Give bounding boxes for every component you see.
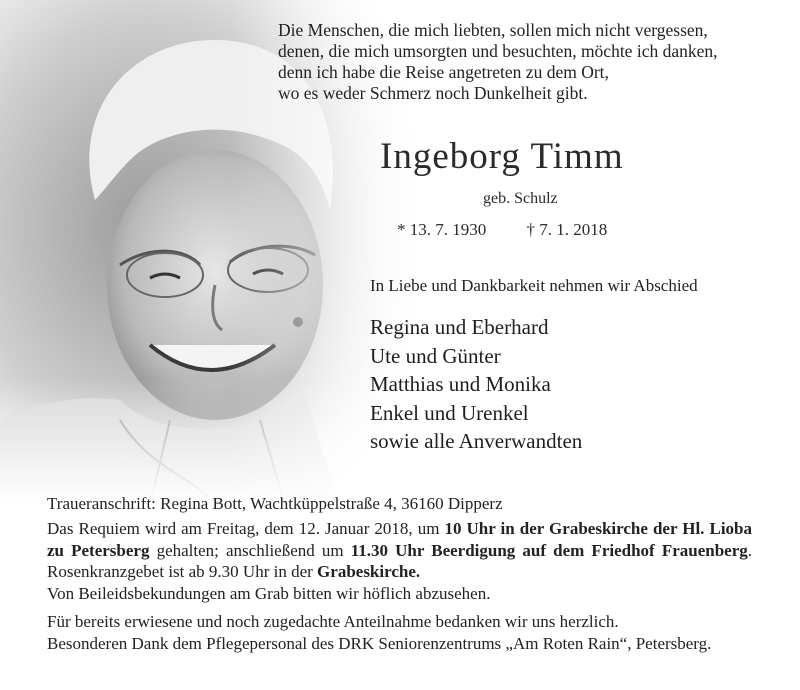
farewell-line: In Liebe und Dankbarkeit nehmen wir Abschied <box>370 276 698 295</box>
maiden-name: geb. Schulz <box>483 190 558 207</box>
closing-special-thanks: Besonderen Dank dem Pflegepersonal des DRK Seniorenzentrums „Am Roten Rain“, Petersberg. <box>47 633 712 653</box>
service-highlight: Grabeskirche. <box>317 562 421 581</box>
service-details <box>47 518 752 654</box>
poem-line: wo es weder Schmerz noch Dunkelheit gibt. <box>278 83 588 103</box>
poem-line: denen, die mich umsorgten und besuchten, möchte ich danken, <box>278 41 718 61</box>
deceased-name: Ingeborg Timm <box>380 136 624 177</box>
service-paragraph <box>47 518 752 583</box>
poem <box>278 20 788 104</box>
service-highlight: 11.30 Uhr Beerdigung auf dem Friedhof Frauenberg <box>350 540 748 560</box>
life-dates <box>397 220 657 240</box>
mourning-address: Traueranschrift: Regina Bott, Wachtküppelstraße 4, 36160 Dipperz <box>47 494 503 513</box>
family-member: Ute und Günter <box>370 343 501 368</box>
poem-line: denn ich habe die Reise angetreten zu dem Ort, <box>278 62 609 82</box>
family-member: sowie alle Anverwandten <box>370 429 583 453</box>
service-highlight: 10 Uhr in der Grabeskirche der Hl. Lioba zu Petersberg <box>47 519 752 560</box>
death-date: † 7. 1. 2018 <box>526 220 608 239</box>
poem-line: Die Menschen, die mich liebten, sollen mich nicht vergessen, <box>278 20 708 40</box>
service-text: . Rosenkranzgebet ist ab 9.30 Uhr in der <box>47 540 752 581</box>
family-member: Enkel und Urenkel <box>370 400 529 425</box>
family-member: Regina und Eberhard <box>370 315 549 339</box>
condolence-note: Von Beileidsbekundungen am Grab bitten wir höflich abzusehen. <box>47 583 491 603</box>
service-text: Das Requiem wird am Freitag, dem 12. Januar 2018, um <box>47 519 445 538</box>
family-list <box>370 313 582 456</box>
birth-date: * 13. 7. 1930 <box>397 220 487 239</box>
service-text: gehalten; anschließend um <box>149 540 351 560</box>
closing-thanks: Für bereits erwiesene und noch zugedachte Anteilnahme bedanken wir uns herzlich. <box>47 612 619 631</box>
family-member: Matthias und Monika <box>370 372 551 396</box>
